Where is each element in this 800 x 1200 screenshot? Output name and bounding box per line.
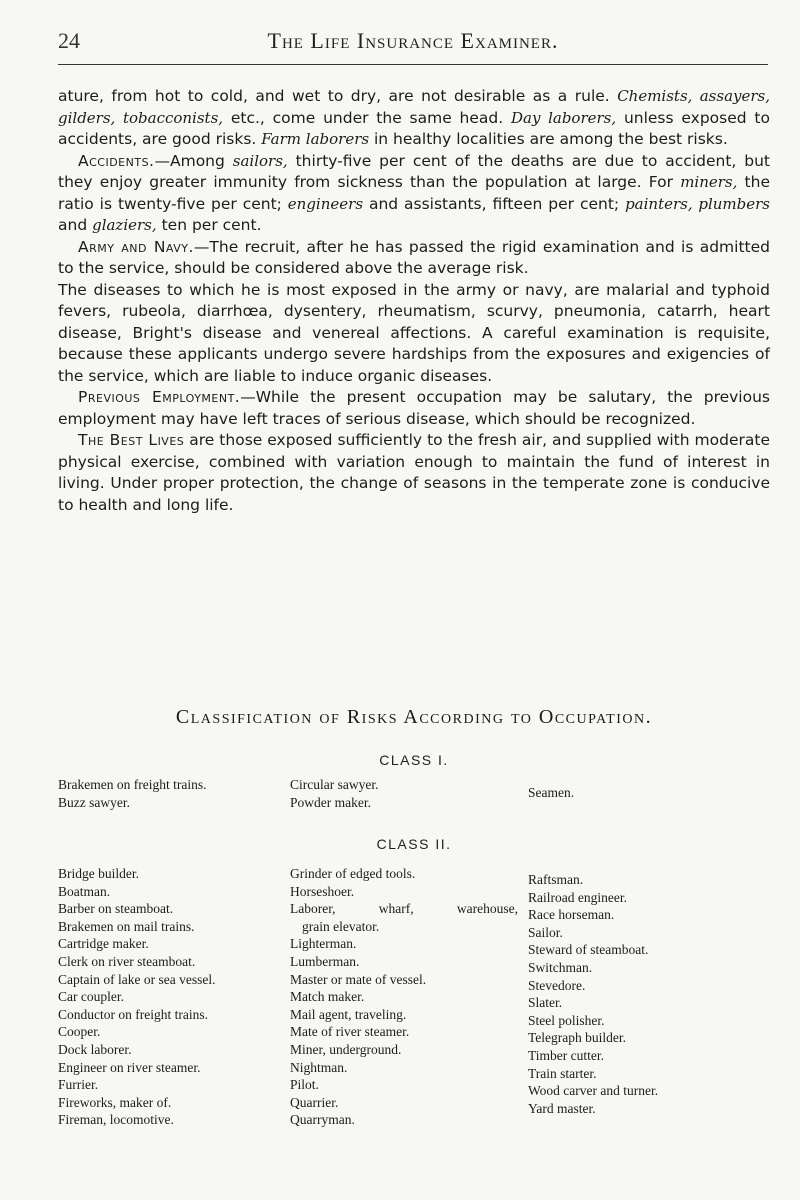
occupation-item: Match maker. bbox=[290, 989, 365, 1005]
paragraph-diseases bbox=[58, 280, 770, 388]
occupation-item: Lighterman. bbox=[290, 936, 357, 952]
occupation-item: Steward of steamboat. bbox=[528, 942, 649, 958]
text-run: and bbox=[58, 216, 93, 234]
occupation-item: Race horseman. bbox=[528, 907, 615, 923]
text-run: —The recruit, after he has passed the rigid examination and is admitted to the service, should be considered above the average risk. bbox=[58, 237, 770, 277]
paragraph-previous-employment bbox=[58, 387, 770, 430]
occupation-item: Seamen. bbox=[528, 785, 575, 800]
text-run: —While the present occupation may be salutary, the previous employment may have left traces of serious disease, which should be recognized. bbox=[58, 388, 770, 428]
text-run: are those exposed sufficiently to the fresh air, and supplied with moderate physical exercise, combined with variation enough to maintain the fund of interest in living. Under proper protection, the change of seasons in the temperate zone is conducive to health and long life. bbox=[58, 431, 770, 514]
text-run: and assistants, fifteen per cent; bbox=[363, 194, 626, 213]
occupation-item: Barber on steamboat. bbox=[58, 901, 174, 917]
occupation-item: Fireman, locomotive. bbox=[58, 1112, 174, 1128]
paragraph-lead: Accidents. bbox=[78, 151, 155, 170]
paragraph-lead: The Best Lives bbox=[78, 431, 185, 449]
occupation-item: Clerk on river steamboat. bbox=[58, 953, 196, 969]
occupation-item: Steel polisher. bbox=[528, 1012, 605, 1028]
occupation-item: Sailor. bbox=[528, 924, 563, 940]
occupation-item: Furrier. bbox=[58, 1077, 99, 1093]
text-run: —Among bbox=[154, 151, 233, 170]
class-1-column-1 bbox=[58, 776, 268, 811]
occupation-item: Captain of lake or sea vessel. bbox=[58, 971, 216, 987]
occupation-item: Cartridge maker. bbox=[58, 936, 149, 952]
occupation-item: Engineer on river steamer. bbox=[58, 1059, 201, 1075]
occupation-item: Boatman. bbox=[58, 883, 111, 899]
paragraph-best-lives bbox=[58, 430, 770, 516]
page-number: 24 bbox=[58, 28, 80, 53]
occupation-item: Telegraph builder. bbox=[528, 1030, 627, 1046]
occupation-item: Raftsman. bbox=[528, 872, 584, 887]
occupation-item: Nightman. bbox=[290, 1059, 348, 1075]
occupation-item: Laborer, wharf, warehouse, bbox=[290, 901, 518, 917]
occupation-item: Lumberman. bbox=[290, 953, 360, 969]
occupation-item: Master or mate of vessel. bbox=[290, 971, 427, 987]
occupation-item: Wood carver and turner. bbox=[528, 1083, 659, 1099]
text-run: The diseases to which he is most exposed in the army or navy, are malarial and typhoid fevers, rubeola, diarrhœa, dysentery, rheumatism, scurvy, pneumonia, catarrh, heart disease, Bright's disease and venereal affections. A careful examination is requisite, because these applicants undergo severe hardships from the exposures and exigencies of the service, which are liable to induce organic diseases. bbox=[58, 280, 770, 385]
occupation-item: Cooper. bbox=[58, 1024, 101, 1040]
occupation-item: Dock laborer. bbox=[58, 1041, 132, 1057]
paragraph-accidents bbox=[58, 151, 770, 237]
occupation-item: Slater. bbox=[528, 995, 563, 1011]
occupation-item: Buzz sawyer. bbox=[58, 794, 130, 810]
occupation-item: Bridge builder. bbox=[58, 866, 139, 881]
occupation-item: Mail agent, traveling. bbox=[290, 1006, 407, 1022]
occupation-item: Brakemen on mail trains. bbox=[58, 918, 195, 934]
occupation-item: Powder maker. bbox=[290, 794, 371, 810]
class-2-column-2 bbox=[290, 865, 518, 1129]
italic-run: Day laborers, bbox=[510, 108, 617, 127]
italic-run: glaziers, bbox=[92, 216, 157, 234]
italic-run: miners, bbox=[680, 173, 738, 191]
occupation-item: Pilot. bbox=[290, 1077, 319, 1093]
italic-run: Chemists, assayers, gilders, tobacconists, bbox=[58, 87, 770, 127]
body-text bbox=[58, 86, 770, 516]
class-1-column-2 bbox=[290, 776, 510, 811]
occupation-item: Quarrier. bbox=[290, 1094, 339, 1110]
occupation-item: Railroad engineer. bbox=[528, 889, 627, 905]
occupation-item: Yard master. bbox=[528, 1100, 596, 1116]
occupation-item: Grinder of edged tools. bbox=[290, 866, 416, 881]
occupation-item: Train starter. bbox=[528, 1065, 597, 1081]
text-run: etc., come under the same head. bbox=[223, 108, 511, 127]
occupation-item: Switchman. bbox=[528, 959, 593, 975]
occupation-item: Conductor on freight trains. bbox=[58, 1006, 208, 1022]
class-2-column-3 bbox=[528, 871, 776, 1117]
occupation-item: Horseshoer. bbox=[290, 883, 355, 899]
class-1-heading: CLASS I. bbox=[379, 752, 449, 768]
occupation-item-continuation: grain elevator. bbox=[302, 918, 380, 934]
text-run: thirty-five per cent of the deaths are due to accident, but they enjoy greater immunity from sickness than the population at large. For bbox=[58, 151, 771, 191]
occupation-item: Quarryman. bbox=[290, 1112, 355, 1128]
class-2-column-1 bbox=[58, 865, 280, 1129]
occupation-item: Circular sawyer. bbox=[290, 777, 379, 792]
occupation-item: Mate of river steamer. bbox=[290, 1024, 410, 1040]
class-1-column-3 bbox=[528, 784, 768, 802]
text-run: ature, from hot to cold, and wet to dry, are not desirable as a rule. bbox=[58, 87, 618, 105]
occupation-item: Fireworks, maker of. bbox=[58, 1094, 172, 1110]
paragraph-army-navy bbox=[58, 237, 770, 280]
text-run: ten per cent. bbox=[156, 216, 262, 234]
italic-run: engineers bbox=[287, 194, 364, 213]
paragraph-occupations bbox=[58, 86, 770, 151]
occupation-item: Miner, underground. bbox=[290, 1041, 402, 1057]
occupation-item: Timber cutter. bbox=[528, 1047, 604, 1063]
occupation-item: Brakemen on freight trains. bbox=[58, 777, 207, 792]
italic-run: sailors, bbox=[232, 151, 288, 170]
occupation-item: Car coupler. bbox=[58, 989, 124, 1005]
paragraph-lead: Army and Navy. bbox=[78, 237, 194, 256]
paragraph-lead: Previous Employment. bbox=[78, 388, 241, 406]
page-header bbox=[58, 20, 768, 65]
classification-title: Classification of Risks According to Occupation. bbox=[175, 706, 653, 728]
class-2-heading: CLASS II. bbox=[376, 836, 452, 852]
running-title: The Life Insurance Examiner. bbox=[267, 28, 559, 53]
italic-run: Farm laborers bbox=[261, 130, 370, 148]
text-run: the ratio is twenty-five per cent; bbox=[58, 173, 770, 213]
italic-run: painters, plumbers bbox=[625, 194, 770, 213]
occupation-item: Stevedore. bbox=[528, 977, 586, 993]
text-run: unless exposed to accidents, are good risks. bbox=[58, 108, 770, 148]
text-run: in healthy localities are among the best risks. bbox=[369, 130, 728, 148]
